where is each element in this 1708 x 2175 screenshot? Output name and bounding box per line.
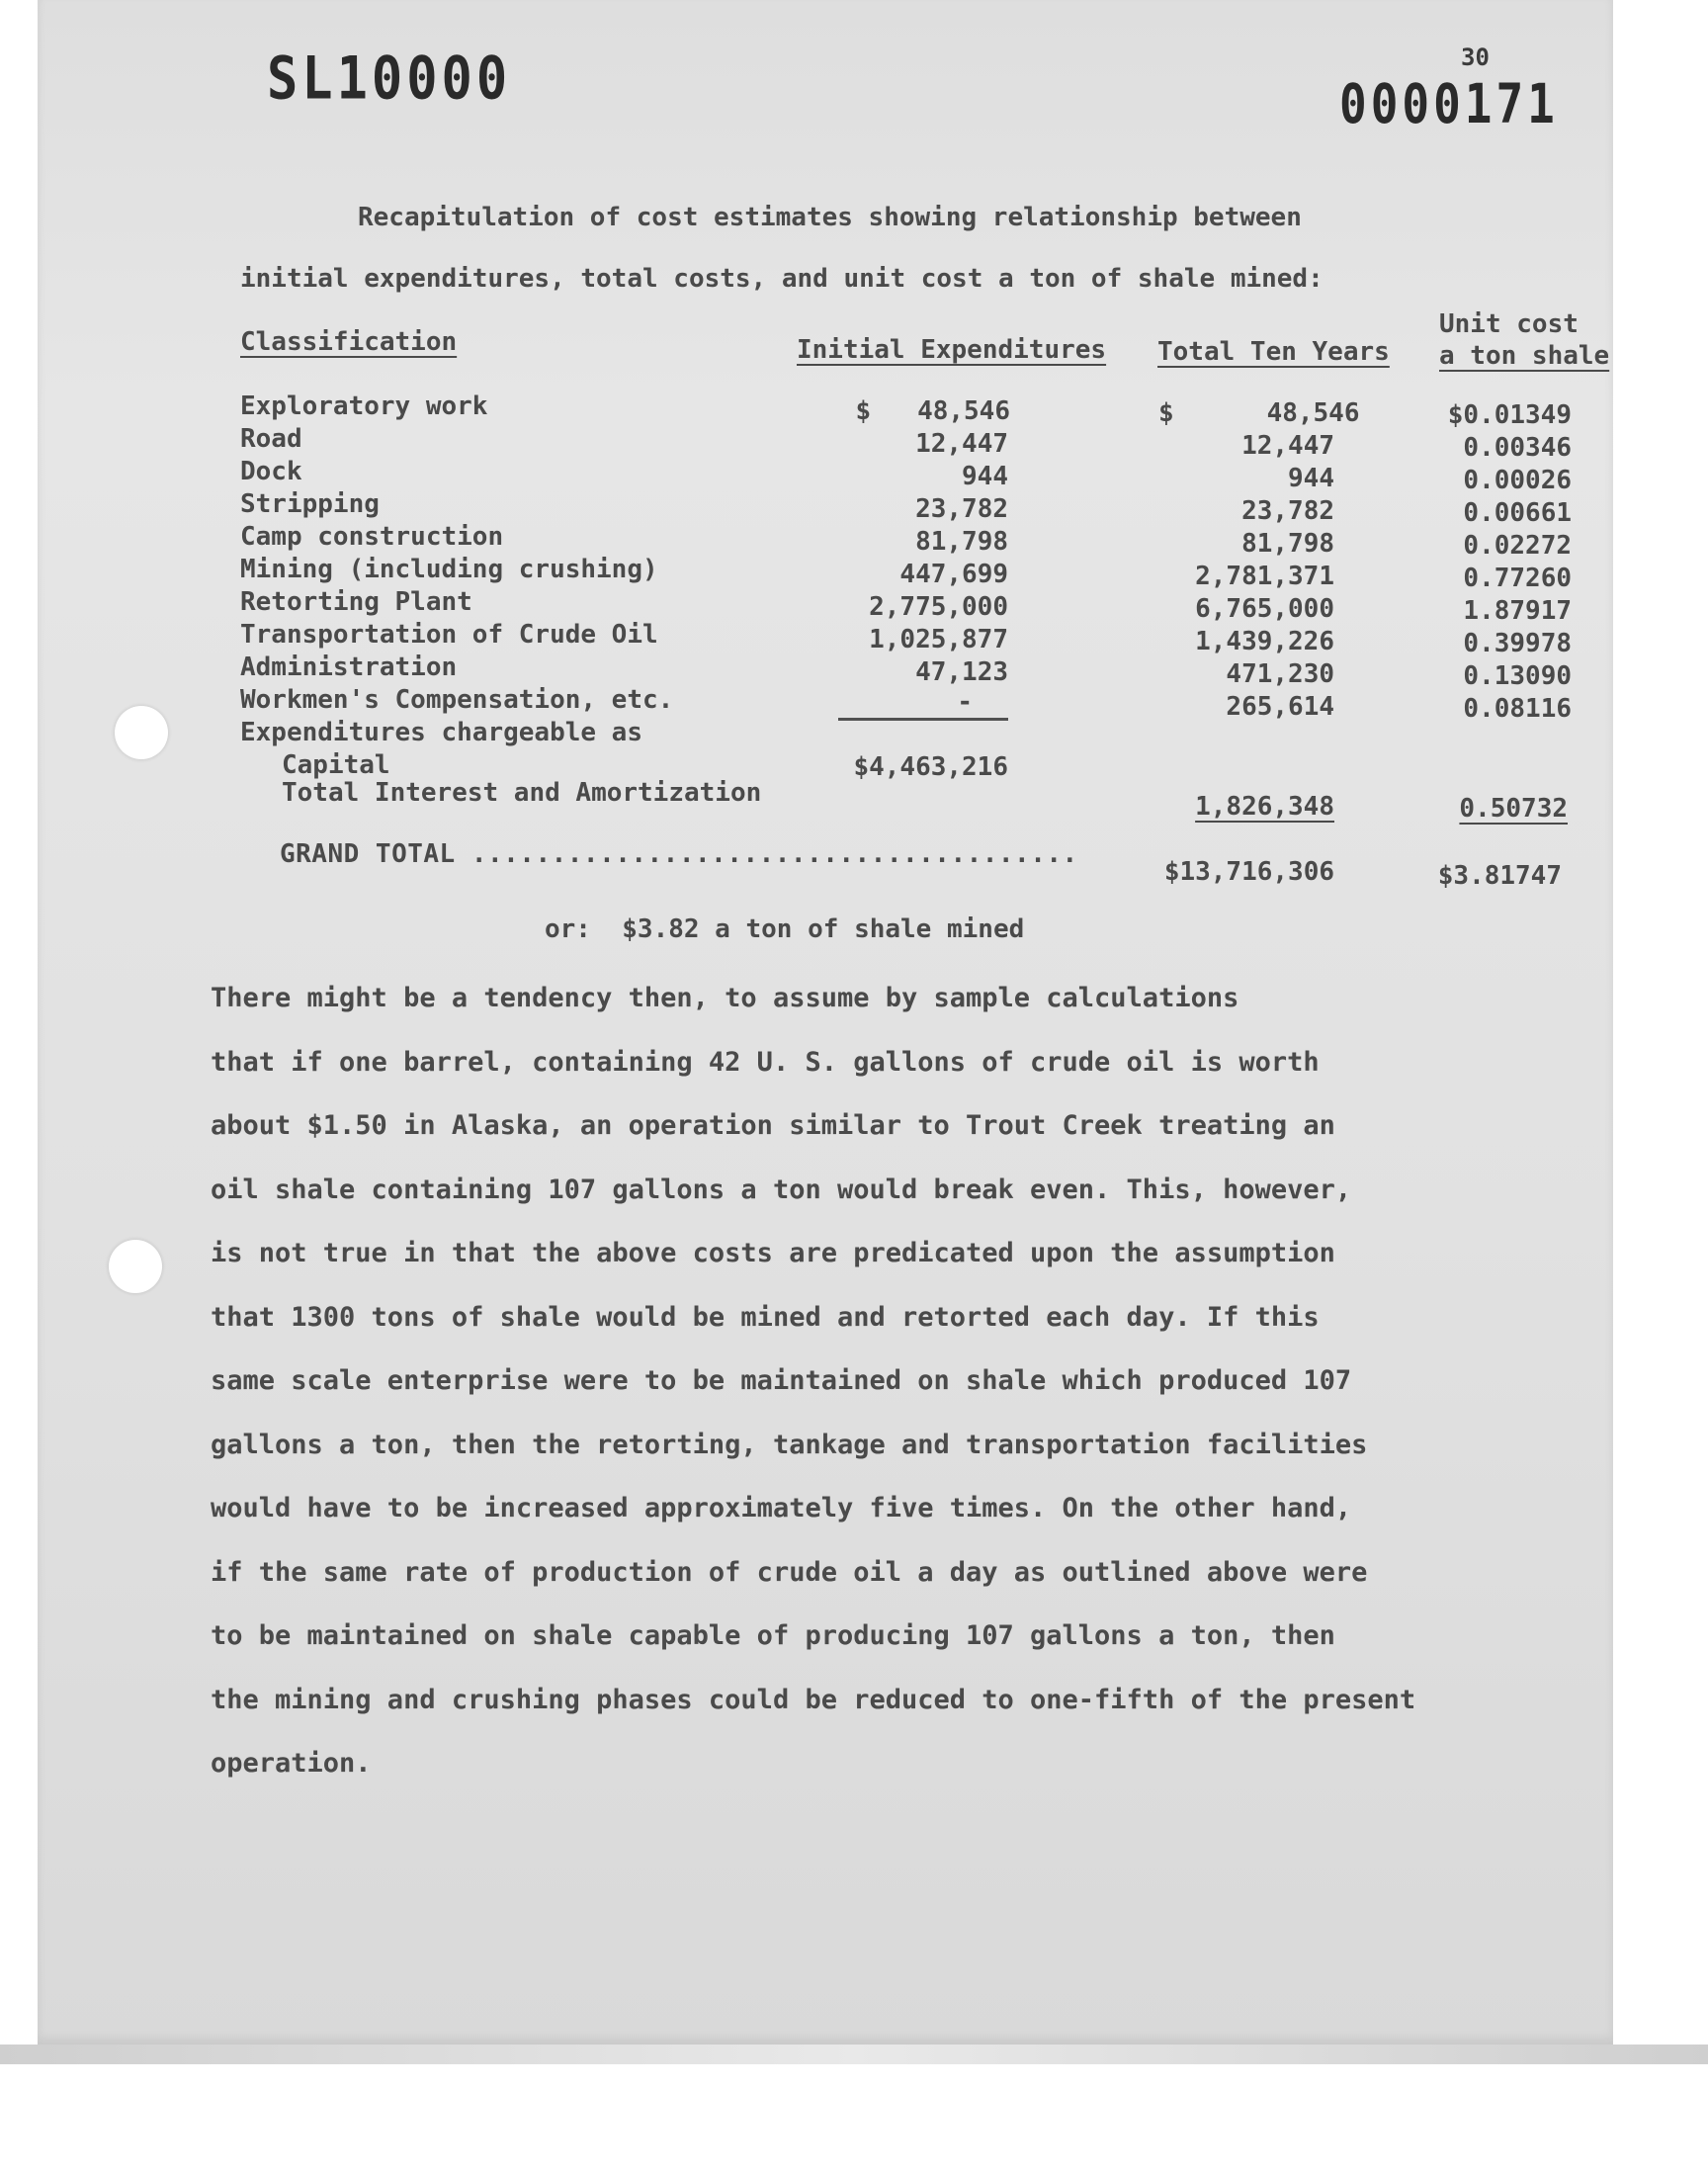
punch-hole bbox=[115, 706, 168, 759]
total-value: 2,781,371 bbox=[1195, 562, 1334, 591]
row-label: Stripping bbox=[240, 489, 380, 519]
row-label: Camp construction bbox=[240, 522, 504, 552]
row-label-capital-2: Capital bbox=[282, 750, 390, 780]
initial-value: 944 bbox=[962, 462, 1008, 491]
grand-total-unit: $3.81747 bbox=[1437, 861, 1562, 891]
initial-value: 12,447 bbox=[915, 429, 1008, 459]
column-header-classification: Classification bbox=[240, 327, 458, 357]
row-label: Mining (including crushing) bbox=[240, 555, 658, 584]
initial-value: 23,782 bbox=[915, 494, 1008, 524]
interest-total: 1,826,348 bbox=[1195, 792, 1334, 822]
scan-edge bbox=[0, 2044, 1708, 2064]
unit-value: 0.08116 bbox=[1463, 694, 1572, 724]
total-value: 6,765,000 bbox=[1195, 594, 1334, 624]
document-stamp-right: 0000171 bbox=[1339, 71, 1559, 136]
column-header-unit-line2: a ton shale bbox=[1439, 341, 1610, 371]
initial-value: 447,699 bbox=[899, 560, 1008, 589]
capital-value: $4,463,216 bbox=[853, 752, 1008, 782]
unit-value: 0.00026 bbox=[1463, 466, 1572, 495]
interest-unit: 0.50732 bbox=[1459, 794, 1568, 824]
row-label: Road bbox=[240, 424, 302, 454]
row-label: Workmen's Compensation, etc. bbox=[240, 685, 674, 715]
row-label: Administration bbox=[240, 652, 458, 682]
unit-value: 0.13090 bbox=[1463, 661, 1572, 691]
body-paragraph: There might be a tendency then, to assume by sample calculations that if one barrel, containing 42 U. S. gallons of crude oil is worth about $1.50 in Alaska, an operation similar to Trout Creek treating an oil shale containing 107 gallons a ton would break even. This, however, is not true in that the above costs are predicated upon the assumption that 1300 tons of shale would be mined and retorted each day. If this same scale enterprise were to be maintained on shale which produced 107 gallons a ton, then the retorting, tankage and transportation facilities would have to be increased approximately five times. On the other hand, if the same rate of production of crude oil a day as outlined above were to be maintained on shale capable of producing 107 gallons a ton, then the mining and crushing phases could be reduced to one-fifth of the present operation. bbox=[211, 983, 1416, 1779]
initial-value: 47,123 bbox=[915, 657, 1008, 687]
unit-value: 1.87917 bbox=[1463, 596, 1572, 626]
total-value: 12,447 bbox=[1241, 431, 1334, 461]
row-label: Exploratory work bbox=[240, 392, 488, 421]
total-value: 944 bbox=[1288, 464, 1334, 493]
total-value: 1,439,226 bbox=[1195, 627, 1334, 656]
total-value: 265,614 bbox=[1226, 692, 1334, 722]
per-ton-summary: or: $3.82 a ton of shale mined bbox=[545, 914, 1025, 944]
heading-line-2: initial expenditures, total costs, and unit cost a ton of shale mined: bbox=[240, 264, 1324, 294]
total-value: 23,782 bbox=[1241, 496, 1334, 526]
column-header-initial: Initial Expenditures bbox=[797, 335, 1107, 365]
total-value: 471,230 bbox=[1226, 659, 1334, 689]
column-header-unit-line1: Unit cost bbox=[1439, 309, 1579, 339]
grand-total-label: GRAND TOTAL ...................................... bbox=[280, 839, 1078, 869]
unit-value: 0.00661 bbox=[1463, 498, 1572, 528]
column-subtotal-rule bbox=[838, 718, 1008, 721]
unit-value: 0.00346 bbox=[1463, 433, 1572, 463]
initial-value: 1,025,877 bbox=[869, 625, 1008, 654]
row-label: Retorting Plant bbox=[240, 587, 472, 617]
total-value: 81,798 bbox=[1241, 529, 1334, 559]
initial-value: 81,798 bbox=[915, 527, 1008, 557]
unit-value: 0.77260 bbox=[1463, 564, 1572, 593]
initial-value: $ 48,546 bbox=[855, 396, 1010, 426]
row-label-capital-1: Expenditures chargeable as bbox=[240, 718, 642, 747]
initial-value: 2,775,000 bbox=[869, 592, 1008, 622]
heading-line-1: Recapitulation of cost estimates showing relationship between bbox=[358, 203, 1302, 232]
row-label: Dock bbox=[240, 457, 302, 486]
page-number: 30 bbox=[1461, 44, 1490, 71]
row-label: Transportation of Crude Oil bbox=[240, 620, 658, 650]
unit-value: 0.39978 bbox=[1463, 629, 1572, 658]
total-value: $ 48,546 bbox=[1158, 398, 1360, 428]
grand-total-value: $13,716,306 bbox=[1163, 857, 1334, 887]
column-header-total: Total Ten Years bbox=[1157, 337, 1390, 367]
punch-hole bbox=[109, 1240, 162, 1293]
unit-value: $0.01349 bbox=[1447, 400, 1572, 430]
unit-value: 0.02272 bbox=[1463, 531, 1572, 561]
row-label-interest: Total Interest and Amortization bbox=[282, 778, 762, 808]
document-stamp-left: SL10000 bbox=[267, 44, 512, 114]
initial-value: - bbox=[957, 687, 973, 717]
